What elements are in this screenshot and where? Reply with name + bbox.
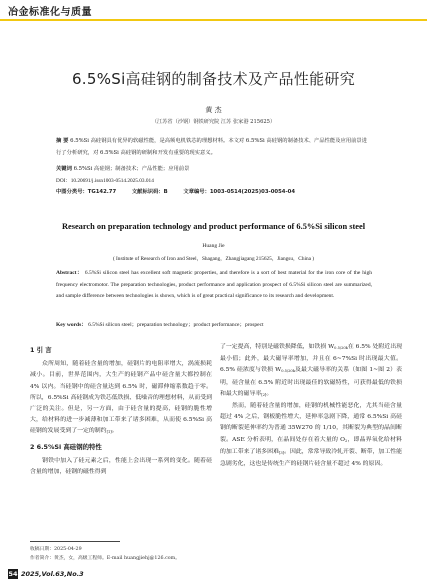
volume-issue: 2025,Vol.63,No.3 (21, 570, 84, 578)
affiliation-en: ( Institute of Research of Iron and Steel，Shagang，Zhangjiagang 215625，Jiangsu，China ) (112, 256, 315, 262)
subscript-2: 0.5/20k (281, 369, 295, 374)
keywords-cn-text: 6.5%Si 高硅钢；制备技术；产品性能；应用前景 (73, 166, 190, 172)
document-code: 文献标识码：B (131, 189, 168, 195)
citation-3[interactable]: [3] (278, 450, 285, 455)
clc-number: 中图分类号：TG142.77 (56, 189, 117, 195)
doi[interactable]: DOI：10.20691/j.issn1003-0514.2025.03.014 (56, 178, 154, 184)
footnote (30, 545, 230, 563)
keywords-en-text: 6.5%Si silicon steel；preparation technology；product performance；prospect (88, 322, 264, 328)
right-p2-text-a: 然而，随着硅含量的增加，硅钢的机械性能恶化，尤其当硅含量超过 4% 之后，钢板脆性增大，延伸率急剧下降，通常 6.5%Si 高硅钢的断裂延伸率约为普通 35W270 的 1/10，其断裂为典型的晶间断裂。ASE 分析表明，在晶间处存在着大量的 O (220, 403, 402, 443)
footnote-rule (30, 541, 120, 542)
abstract-en-text: 6.5%Si silicon steel has excellent soft magnetic properties, and therefore is a sort of best material for the iron core of the high frequency electromotor. The preparation technologies, product performance and application prospect of 6.5%Si silicon steel are summarized, and sample difference between technologies is shown, which is of great practical significance to its research and development. (56, 270, 373, 300)
abstract-cn-text: 6.5%Si 高硅钢具有优异的软磁性能，是高频电机铁芯的理想材料。本文对 6.5%Si 高硅钢的制备技术、产品性能及应用前景进行了分析研究，对 6.5%Si 高硅钢的研制和开发有重要的现实意义。 (56, 138, 368, 156)
journal-name: 冶金标准化与质量 (8, 7, 92, 18)
author-en: Huang Jie (202, 243, 225, 249)
abstract-en (56, 268, 372, 303)
keywords-en (56, 320, 372, 331)
right-p1-text-b: 在 6.5% 处附近出现最小值；此外，最大磁导率增加，并且在 6~7%Si 时出现最大值。6.5% 硅浓度与铁损 W (220, 344, 402, 374)
body-column-right (220, 342, 402, 470)
right-paragraph-2 (220, 401, 402, 470)
section-1-paragraph: 众所周知，随着硅含量的增加，硅钢片的电阻率增大，涡流损耗减小。目前，世界范围内，大生产的硅钢产品中硅含量大都控制在 4% 以内。当硅钢中的硅含量达到 6.5% 时，磁滞伸缩系数趋于零。所以，6.5%Si 高硅钢成为铁芯低铁损、低噪音的理想材料，从而受到广泛的关注。但是，另一方面，由于硅含量的提高，硅钢的脆性增大，给材料的进一步减薄和加工带来了诸多困难，从而使 6.5%Si 高硅钢的发展受到了一定的制约[1]。 (30, 361, 212, 435)
paper-title-cn: 6.5%Si高硅钢的制备技术及产品性能研究 (71, 70, 356, 88)
abstract-cn (56, 136, 370, 159)
right-p1-text-a: 了一定提高，特别是磁铁损降低，如铁损 W (220, 344, 335, 350)
right-p1-text-c: 及最大磁导率的关系（如图 1~图 2）表明，硅含量在 6.5% 附近时出现最佳的软磁特性，可获得最低的铁损和最大的磁导率 (220, 367, 402, 397)
author-info: 作者简介：黄杰，女，高级工程师。E-mail huangjiehj@126.com。 (30, 556, 180, 561)
right-p2-text-c: 。因此，常常导致冷轧开裂、断带，加工性能急剧劣化，这也是传统生产的硅钢片硅含量不超过 4% 的原因。 (220, 448, 402, 468)
section-1-text: 众所周知，随着硅含量的增加，硅钢片的电阻率增大，涡流损耗减小。目前，世界范围内，大生产的硅钢产品中硅含量大都控制在 4% 以内。当硅钢中的硅含量达到 6.5% 时，磁滞伸缩系数趋于零。所以，6.5%Si 高硅钢成为铁芯低铁损、低噪音的理想材料，从而受到广泛的关注。但是，另一方面，由于硅含量的提高，硅钢的脆性增大，给材料的进一步减薄和加工带来了诸多困难，从而使 6.5%Si 高硅钢的发展受到了一定的制约 (30, 361, 212, 435)
affiliation-cn: （江苏省（沙钢）钢铁研究院 江苏 张家港 215625） (151, 119, 276, 125)
paper-title-en: Research on preparation technology and product performance of 6.5%Si silicon steel (61, 222, 366, 231)
citation-1[interactable]: [1] (106, 430, 112, 435)
keywords-en-label: Key words： (56, 322, 87, 328)
classification-meta (56, 187, 386, 199)
subscript-1: 0.5/20k (334, 346, 348, 350)
header-rule (0, 19, 427, 21)
received-date: 收稿日期：2025-04-29 (30, 547, 82, 552)
abstract-en-label: Abstract： (56, 270, 83, 276)
body-column-left (30, 342, 212, 478)
author-cn: 黄 杰 (205, 106, 222, 114)
article-number: 文章编号：1003-0514(2025)03-0054-04 (183, 189, 296, 195)
page-number: 54 (8, 570, 18, 578)
citation-2[interactable]: [2] (261, 392, 267, 397)
abstract-cn-label: 摘 要 (56, 138, 69, 144)
subscript-3: 2 (344, 438, 348, 443)
right-paragraph-1: 了一定提高，特别是磁铁损降低，如铁损 $W_{0.5/20k}$在 6.5% 处附近出现最小值；此外，最大磁导率增加，并且在 6~7%Si 时出现最大值。6.5% 硅浓度与铁损 $W_{0.5/20k}$及最大磁导率的关系（如图 1~图 2）表明，硅含量在 6.5% 附近时出现最佳的软磁特性，可获得最低的铁损和最大的磁导率[2]。 (220, 344, 402, 397)
section-2-heading: 2 6.5%Si 高硅钢的特性 (30, 442, 102, 451)
section-1-heading: 1 引 言 (30, 346, 52, 354)
section-2-paragraph: 钢铁中加入了硅元素之后，性能上会出现一系列的变化。随着硅含量的增加，硅钢的磁性得到 (30, 457, 212, 476)
right-p2-text-b: ，即晶界氧化给材料的加工带来了诸多困难 (220, 436, 402, 455)
keywords-cn-label: 关键词 (56, 166, 72, 172)
keywords-cn (56, 164, 370, 176)
